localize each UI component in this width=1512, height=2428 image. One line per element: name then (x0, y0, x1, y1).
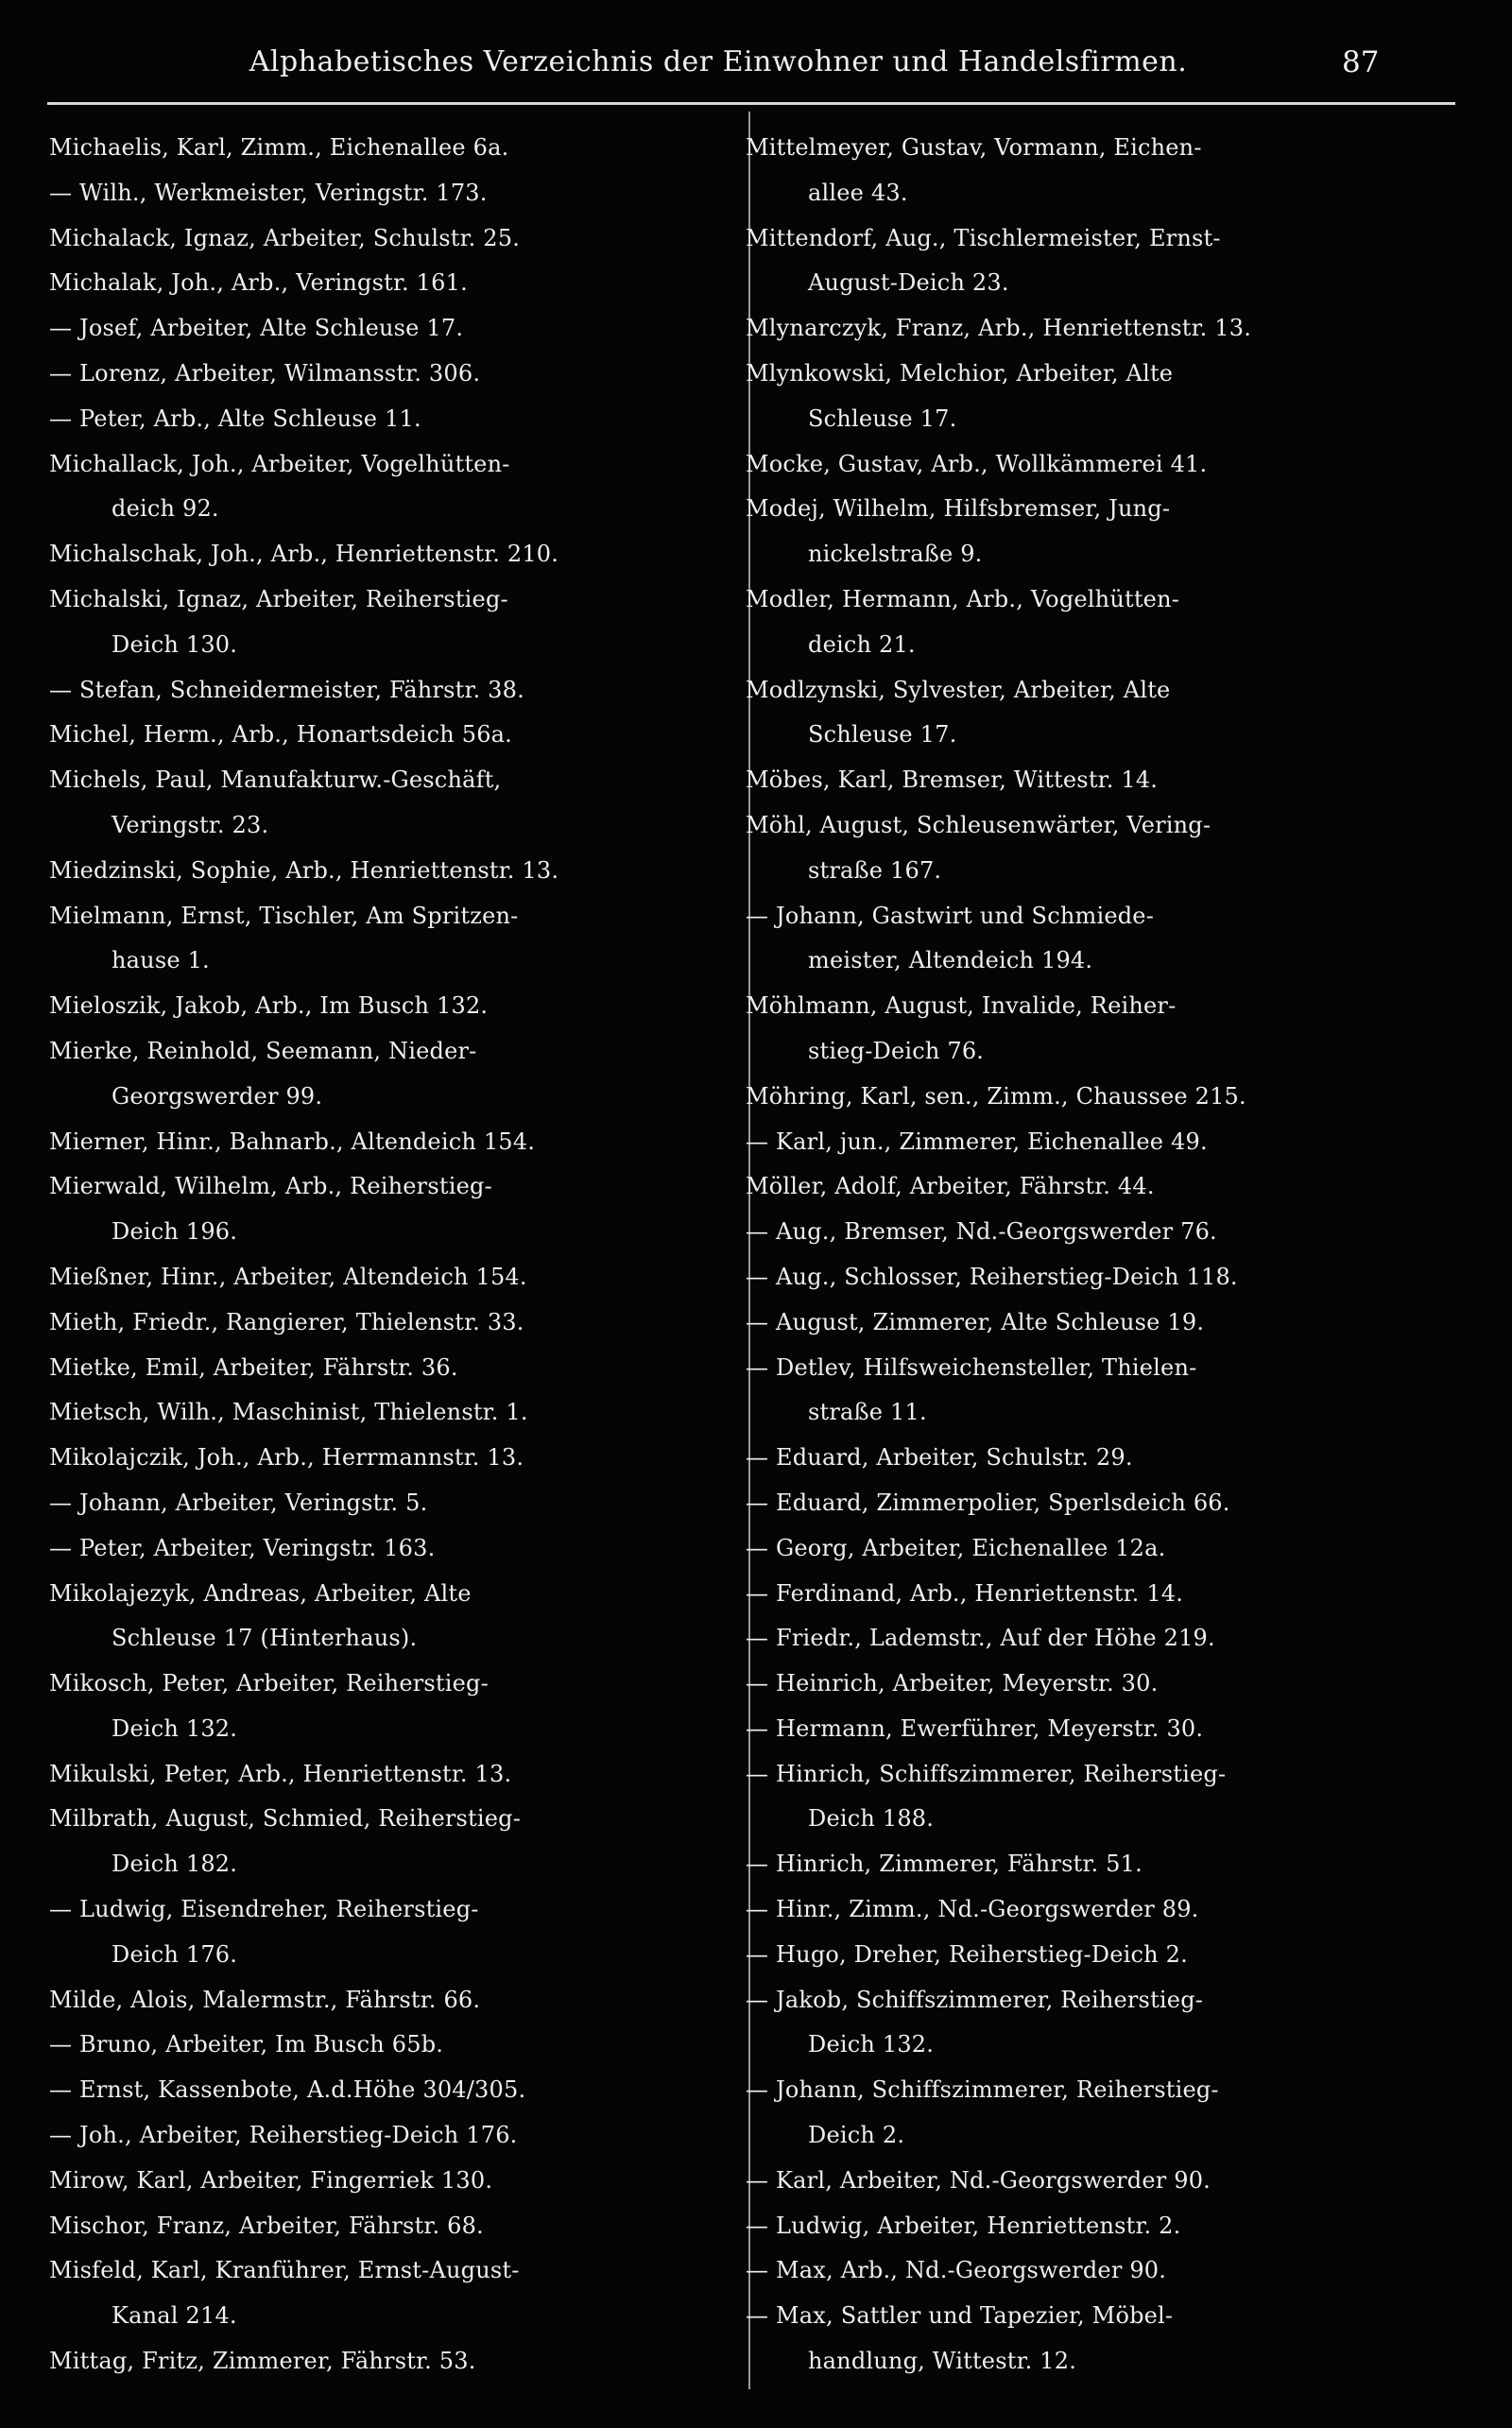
directory-entry-line: Miedzinski, Sophie, Arb., Henriettenstr. 13. (49, 856, 559, 884)
directory-entry-line: — Max, Sattler und Tapezier, Möbel- (746, 2302, 1174, 2330)
directory-entry-line: Michalack, Ignaz, Arbeiter, Schulstr. 25. (49, 224, 521, 251)
page-number: 87 (1342, 45, 1380, 79)
directory-entry-line: Mikolajezyk, Andreas, Arbeiter, Alte (49, 1579, 472, 1607)
directory-entry-line: — Ferdinand, Arb., Henriettenstr. 14. (746, 1579, 1184, 1607)
page-header (0, 45, 1512, 98)
directory-entry-line: Modlzynski, Sylvester, Arbeiter, Alte (746, 676, 1171, 703)
entry-continuation-line: Deich 130. (112, 630, 238, 658)
directory-entry-line: Möhring, Karl, sen., Zimm., Chaussee 215. (746, 1082, 1246, 1110)
entry-continuation-line: Schleuse 17. (808, 721, 957, 749)
directory-entry-line: Misfeld, Karl, Kranführer, Ernst-August- (49, 2257, 520, 2284)
directory-entry-line: — Hugo, Dreher, Reiherstieg-Deich 2. (746, 1940, 1188, 1968)
entry-continuation-line: Deich 188. (808, 1805, 935, 1833)
directory-entry-line: Mikolajczik, Joh., Arb., Herrmannstr. 13. (49, 1444, 524, 1472)
directory-entry-line: — Stefan, Schneidermeister, Fährstr. 38. (49, 676, 524, 703)
directory-entry-line: Möller, Adolf, Arbeiter, Fährstr. 44. (746, 1173, 1155, 1200)
directory-entry-line: — Ernst, Kassenbote, A.d.Höhe 304/305. (49, 2076, 526, 2104)
directory-entry-line: — Joh., Arbeiter, Reiherstieg-Deich 176. (49, 2122, 518, 2149)
entry-continuation-line: meister, Altendeich 194. (808, 947, 1093, 974)
entry-continuation-line: handlung, Wittestr. 12. (808, 2348, 1077, 2375)
directory-entry-line: Michallack, Joh., Arbeiter, Vogelhütten- (49, 450, 510, 477)
entry-continuation-line: Kanal 214. (112, 2302, 237, 2330)
entry-continuation-line: Deich 2. (808, 2122, 905, 2149)
directory-entry-line: Mittendorf, Aug., Tischlermeister, Ernst- (746, 224, 1221, 251)
directory-entry-line: Modej, Wilhelm, Hilfsbremser, Jung- (746, 495, 1171, 523)
entry-continuation-line: straße 11. (808, 1399, 927, 1426)
directory-entry-line: — August, Zimmerer, Alte Schleuse 19. (746, 1308, 1205, 1335)
directory-entry-line: Mlynarczyk, Franz, Arb., Henriettenstr. 13. (746, 315, 1252, 342)
directory-entry-line: Mirow, Karl, Arbeiter, Fingerriek 130. (49, 2166, 493, 2194)
directory-entry-line: Michels, Paul, Manufakturw.-Geschäft, (49, 766, 502, 794)
directory-entry-line: — Ludwig, Arbeiter, Henriettenstr. 2. (746, 2212, 1181, 2239)
directory-entry-line: Mittelmeyer, Gustav, Vormann, Eichen- (746, 134, 1202, 161)
entry-continuation-line: nickelstraße 9. (808, 541, 983, 568)
directory-entry-line: Mlynkowski, Melchior, Arbeiter, Alte (746, 359, 1174, 387)
directory-entry-line: Mieloszik, Jakob, Arb., Im Busch 132. (49, 992, 489, 1020)
directory-entry-line: — Ludwig, Eisendreher, Reiherstieg- (49, 1896, 479, 1923)
directory-entry-line: — Heinrich, Arbeiter, Meyerstr. 30. (746, 1670, 1159, 1697)
directory-entry-line: — Karl, jun., Zimmerer, Eichenallee 49. (746, 1128, 1208, 1155)
directory-entry-line: — Lorenz, Arbeiter, Wilmansstr. 306. (49, 359, 481, 387)
entry-continuation-line: Schleuse 17. (808, 405, 957, 432)
directory-entry-line: Mieth, Friedr., Rangierer, Thielenstr. 33. (49, 1308, 524, 1335)
directory-entry-line: — Aug., Bremser, Nd.-Georgswerder 76. (746, 1218, 1217, 1246)
entry-continuation-line: Schleuse 17 (Hinterhaus). (112, 1625, 418, 1652)
directory-entry-line: Mierwald, Wilhelm, Arb., Reiherstieg- (49, 1173, 492, 1200)
directory-entry-line: — Hinr., Zimm., Nd.-Georgswerder 89. (746, 1896, 1199, 1923)
directory-entry-line: — Bruno, Arbeiter, Im Busch 65b. (49, 2031, 444, 2058)
directory-entry-line: — Johann, Gastwirt und Schmiede- (746, 902, 1155, 929)
directory-entry-line: Mischor, Franz, Arbeiter, Fährstr. 68. (49, 2212, 484, 2239)
directory-entry-line: Milbrath, August, Schmied, Reiherstieg- (49, 1805, 522, 1833)
directory-entry-line: — Eduard, Zimmerpolier, Sperlsdeich 66. (746, 1489, 1230, 1516)
entry-continuation-line: Deich 196. (112, 1218, 238, 1246)
entry-continuation-line: Veringstr. 23. (112, 811, 269, 838)
entry-continuation-line: allee 43. (808, 179, 908, 206)
directory-entry-line: — Peter, Arbeiter, Veringstr. 163. (49, 1534, 436, 1561)
left-column (49, 126, 720, 2385)
directory-entry-line: — Aug., Schlosser, Reiherstieg-Deich 118. (746, 1263, 1238, 1290)
entry-continuation-line: Deich 132. (808, 2031, 935, 2058)
entry-continuation-line: Deich 132. (112, 1714, 238, 1742)
directory-entry-line: Mikulski, Peter, Arb., Henriettenstr. 13. (49, 1760, 512, 1787)
directory-entry-line: Möhl, August, Schleusenwärter, Vering- (746, 811, 1211, 838)
directory-entry-line: — Jakob, Schiffszimmerer, Reiherstieg- (746, 1986, 1204, 2013)
entry-continuation-line: deich 92. (112, 495, 219, 523)
directory-entry-line: Mierner, Hinr., Bahnarb., Altendeich 154. (49, 1128, 536, 1155)
directory-entry-line: — Wilh., Werkmeister, Veringstr. 173. (49, 179, 488, 206)
entry-continuation-line: straße 167. (808, 856, 942, 884)
directory-entry-line: — Friedr., Lademstr., Auf der Höhe 219. (746, 1625, 1215, 1652)
directory-entry-line: Michalski, Ignaz, Arbeiter, Reiherstieg- (49, 585, 508, 612)
directory-entry-line: Mietsch, Wilh., Maschinist, Thielenstr. 1. (49, 1399, 528, 1426)
directory-entry-line: — Hermann, Ewerführer, Meyerstr. 30. (746, 1714, 1204, 1742)
directory-entry-line: — Peter, Arb., Alte Schleuse 11. (49, 405, 421, 432)
entry-continuation-line: Deich 176. (112, 1940, 238, 1968)
directory-entry-line: Möhlmann, August, Invalide, Reiher- (746, 992, 1177, 1020)
entry-continuation-line: August-Deich 23. (808, 269, 1009, 297)
directory-entry-line: — Johann, Schiffszimmerer, Reiherstieg- (746, 2076, 1219, 2104)
directory-entry-line: Möbes, Karl, Bremser, Wittestr. 14. (746, 766, 1159, 794)
directory-entry-line: — Hinrich, Zimmerer, Fährstr. 51. (746, 1851, 1143, 1878)
directory-entry-line: — Detlev, Hilfsweichensteller, Thielen- (746, 1353, 1197, 1381)
directory-entry-line: Mikosch, Peter, Arbeiter, Reiherstieg- (49, 1670, 489, 1697)
directory-entry-line: Mietke, Emil, Arbeiter, Fährstr. 36. (49, 1353, 458, 1381)
directory-entry-line: Mierke, Reinhold, Seemann, Nieder- (49, 1037, 477, 1064)
directory-entry-line: — Johann, Arbeiter, Veringstr. 5. (49, 1489, 428, 1516)
directory-entry-line: — Georg, Arbeiter, Eichenallee 12a. (746, 1534, 1166, 1561)
header-rule (47, 102, 1455, 105)
directory-entry-line: Michel, Herm., Arb., Honartsdeich 56a. (49, 721, 513, 749)
directory-entry-line: Michalak, Joh., Arb., Veringstr. 161. (49, 269, 468, 297)
directory-entry-line: Mittag, Fritz, Zimmerer, Fährstr. 53. (49, 2348, 476, 2375)
right-column (746, 126, 1417, 2385)
entry-continuation-line: stieg-Deich 76. (808, 1037, 985, 1064)
directory-entry-line: Milde, Alois, Malermstr., Fährstr. 66. (49, 1986, 481, 2013)
directory-entry-line: — Eduard, Arbeiter, Schulstr. 29. (746, 1444, 1133, 1472)
directory-entry-line: Michalschak, Joh., Arb., Henriettenstr. 210. (49, 541, 559, 568)
directory-entry-line: Mocke, Gustav, Arb., Wollkämmerei 41. (746, 450, 1208, 477)
directory-entry-line: Modler, Hermann, Arb., Vogelhütten- (746, 585, 1180, 612)
directory-entry-line: Michaelis, Karl, Zimm., Eichenallee 6a. (49, 134, 509, 161)
entry-continuation-line: Georgswerder 99. (112, 1082, 323, 1110)
page-title: Alphabetisches Verzeichnis der Einwohner und Handelsfirmen. (249, 45, 1188, 78)
directory-entry-line: — Karl, Arbeiter, Nd.-Georgswerder 90. (746, 2166, 1211, 2194)
directory-entry-line: — Josef, Arbeiter, Alte Schleuse 17. (49, 315, 464, 342)
directory-entry-line: — Max, Arb., Nd.-Georgswerder 90. (746, 2257, 1167, 2284)
directory-entry-line: Mießner, Hinr., Arbeiter, Altendeich 154. (49, 1263, 527, 1290)
directory-entry-line: — Hinrich, Schiffszimmerer, Reiherstieg- (746, 1760, 1227, 1787)
directory-entry-line: Mielmann, Ernst, Tischler, Am Spritzen- (49, 902, 519, 929)
entry-continuation-line: deich 21. (808, 630, 916, 658)
entry-continuation-line: hause 1. (112, 947, 210, 974)
entry-continuation-line: Deich 182. (112, 1851, 238, 1878)
